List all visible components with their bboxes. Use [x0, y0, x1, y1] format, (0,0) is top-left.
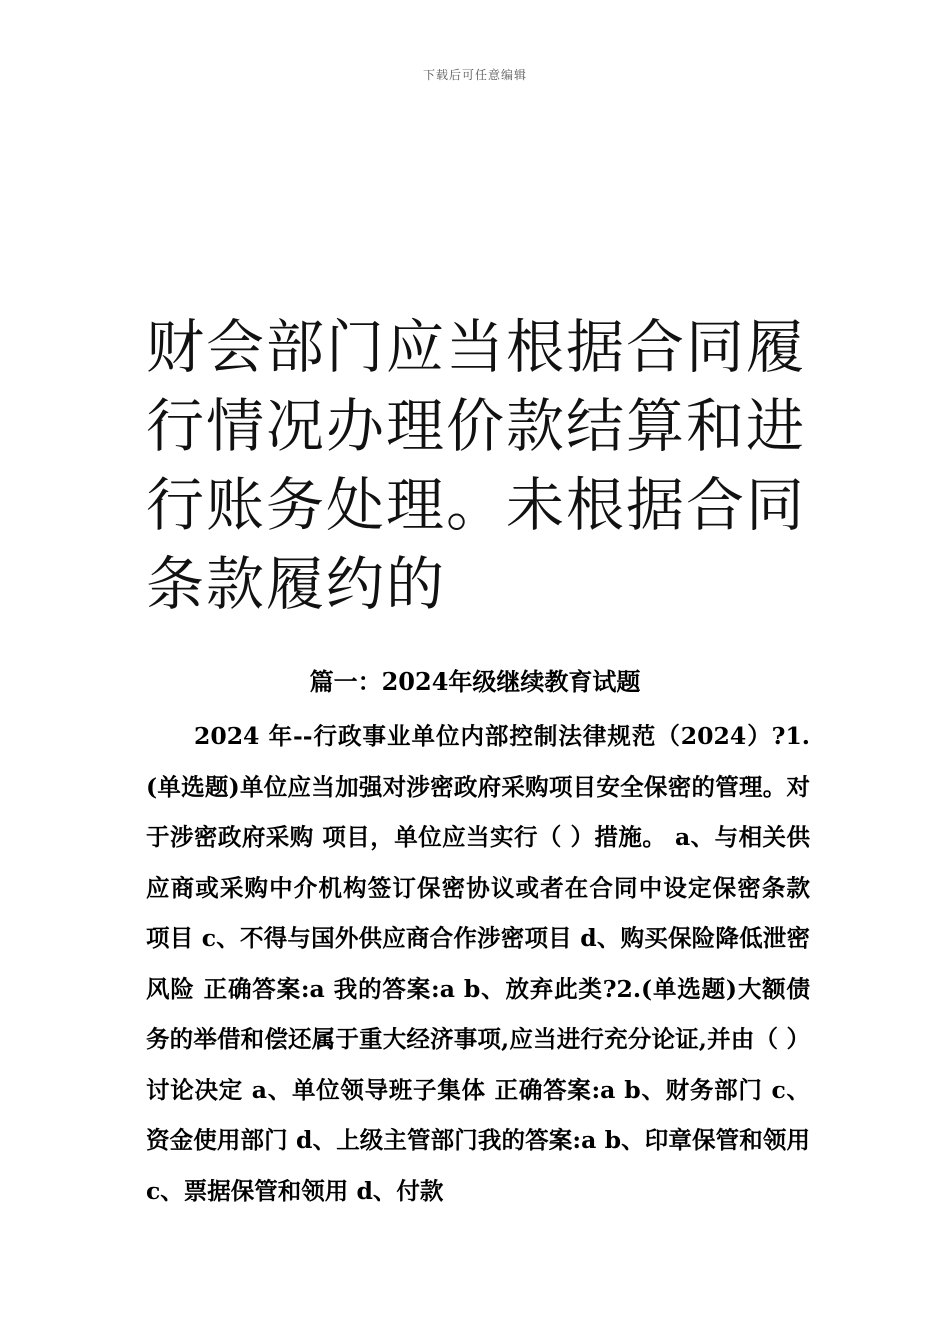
section-heading: 篇一：2024年级继续教育试题: [309, 667, 641, 696]
header-note: 下载后可任意编辑: [422, 68, 527, 82]
body-paragraph: 2024 年--行政事业单位内部控制法律规范（2024）?1.(单选题)单位应当加强对涉密政府采购项目安全保密的管理。对于涉密政府采购 项目，单位应当实行（ ）措施。 a、与相关供应商或采购中介机构签订保密协议或者在合同中设定保密条款 项目 c、不得与国外供应商合作涉密项目 d、购买保险降低泄密风险 正确答案:a 我的答案:a b、放弃此类?2.(单选题)大额债务的举借和偿还属于重大经济事项,应当进行充分论证,并由（ ） 讨论决定 a、单位领导班子集体 正确答案:a b、财务部门 c、资金使用部门 d、上级主管部门我的答案:a b、印章保管和领用 c、票据保管和领用 d、付款: [146, 722, 810, 1205]
document-title: 财会部门应当根据合同履行情况办理价款结算和进行账务处理。未根据合同条款履约的: [146, 313, 807, 618]
